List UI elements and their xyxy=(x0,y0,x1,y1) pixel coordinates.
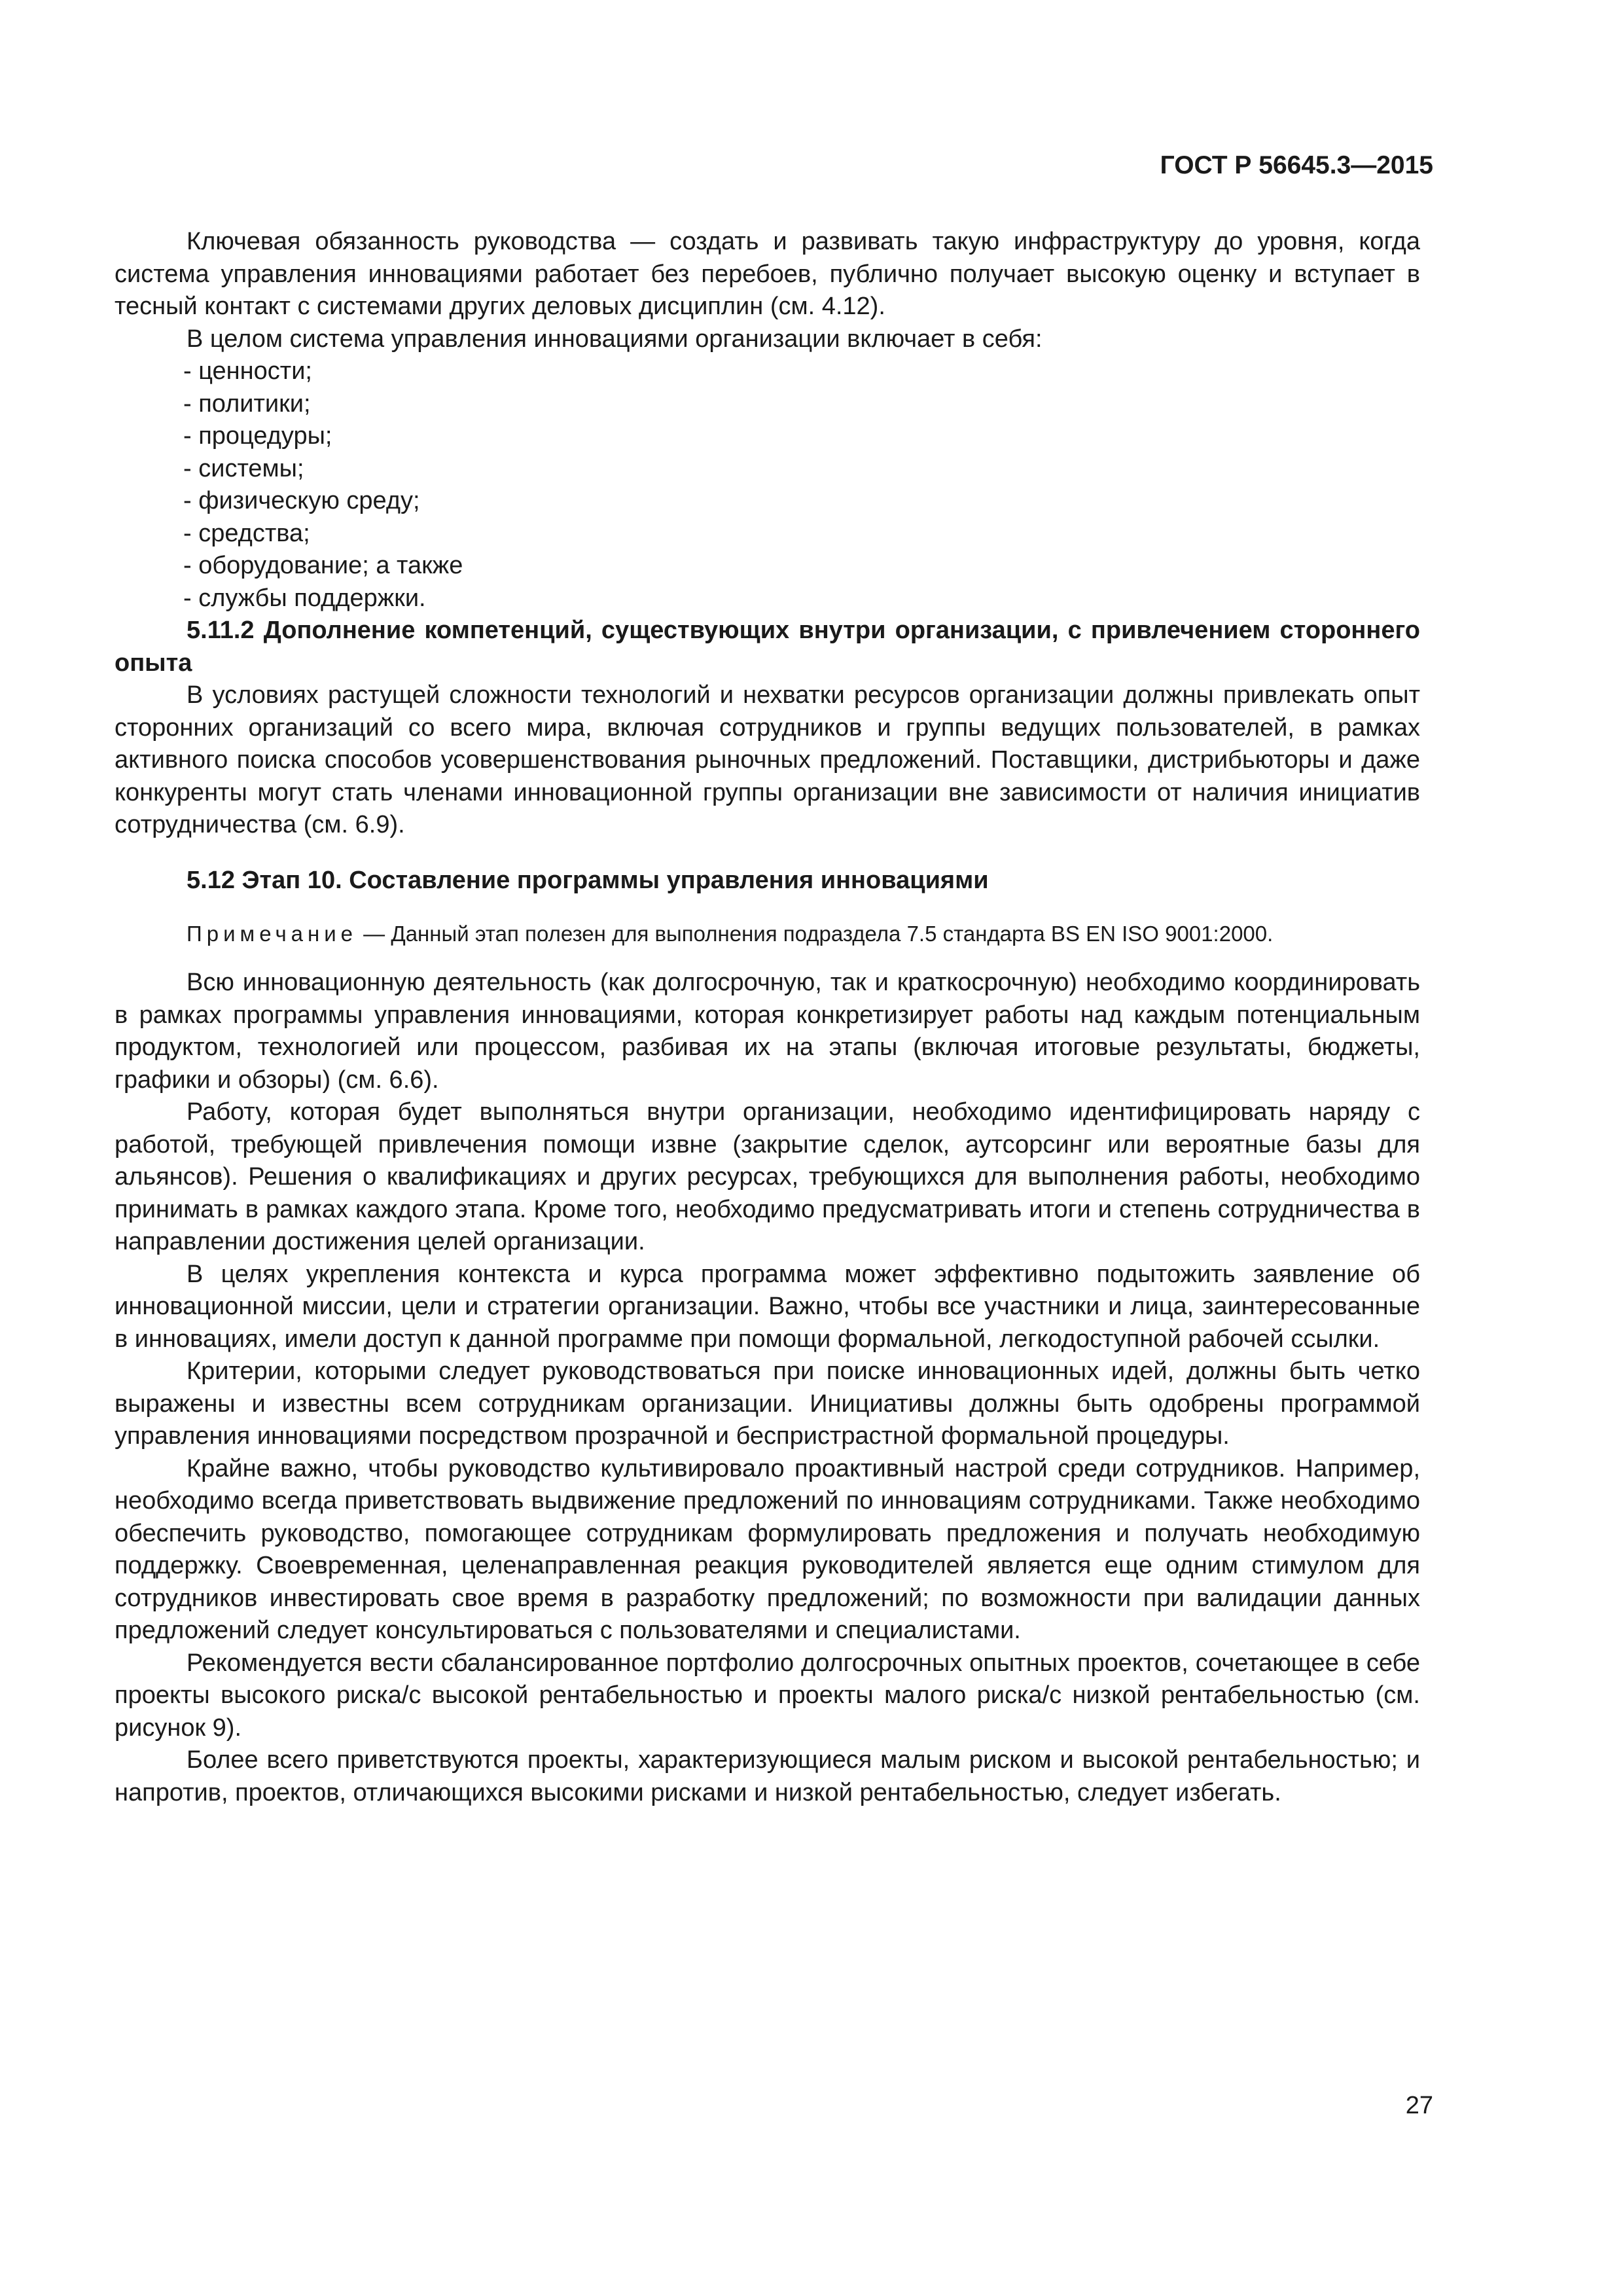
note-text: — Данный этап полезен для выполнения подраздела 7.5 стандарта BS EN ISO 9001:2000. xyxy=(357,922,1274,946)
section-5-12-paragraph: Более всего приветствуются проекты, характеризующиеся малым риском и высокой рентабельностью; и напротив, проектов, отличающихся высокими рисками и низкой рентабельностью, следует избегать. xyxy=(115,1746,1420,1806)
list-item: - средства; xyxy=(183,519,310,547)
list-item: - политики; xyxy=(183,389,311,418)
section-5-12-heading: 5.12 Этап 10. Составление программы управления инновациями xyxy=(187,866,989,894)
page-number: 27 xyxy=(1405,2092,1433,2119)
components-list xyxy=(115,355,1420,615)
intro-paragraph: В целом система управления инновациями организации включает в себя: xyxy=(187,325,1043,353)
note-label: Примечание xyxy=(187,922,358,946)
section-5-12-paragraph: Крайне важно, чтобы руководство культивировало проактивный настрой среди сотрудников. Например, необходимо всегда приветствовать выдвижение предложений по инновациям сотрудниками. Также необходимо обеспечить руководство, помогающее сотрудникам формулировать предложения и получать необходимую поддержку. Своевременная, целенаправленная реакция руководителей является еще одним стимулом для сотрудников инвестировать свое время в разработку предложений; по возможности при валидации данных предложений следует консультироваться с пользователями и специалистами. xyxy=(115,1454,1420,1644)
intro-paragraph: Ключевая обязанность руководства — создать и развивать такую инфраструктуру до уровня, когда система управления инновациями работает без перебоев, публично получает высокую оценку и вступает в тесный контакт с системами других деловых дисциплин (см. 4.12). xyxy=(115,228,1420,320)
section-5-12-paragraph: В целях укрепления контекста и курса программа может эффективно подытожить заявление об инновационной миссии, цели и стратегии организации. Важно, чтобы все участники и лица, заинтересованные в инновациях, имели доступ к данной программе при помощи формальной, легкодоступной рабочей ссылки. xyxy=(115,1260,1420,1353)
list-item: - системы; xyxy=(183,454,304,482)
section-5-12-paragraph: Критерии, которыми следует руководствоваться при поиске инновационных идей, должны быть четко выражены и известны всем сотрудникам организации. Инициативы должны быть одобрены программой управления инновациями посредством прозрачной и беспристрастной формальной процедуры. xyxy=(115,1357,1420,1450)
list-item: - физическую среду; xyxy=(183,487,420,514)
note xyxy=(115,919,1420,948)
section-5-12-paragraph: Всю инновационную деятельность (как долгосрочную, так и краткосрочную) необходимо координировать в рамках программы управления инновациями, которая конкретизирует работы над каждым потенциальным продуктом, технологией или процессом, разбивая их на этапы (включая итоговые результаты, бюджеты, графики и обзоры) (см. 6.6). xyxy=(115,969,1420,1094)
section-5-12-paragraph: Рекомендуется вести сбалансированное портфолио долгосрочных опытных проектов, сочетающее в себе проекты высокого риска/с высокой рентабельностью и проекты малого риска/с низкой рентабельностью (см. рисунок 9). xyxy=(115,1649,1420,1742)
section-5-12-paragraph: Работу, которая будет выполняться внутри организации, необходимо идентифицировать наряду с работой, требующей привлечения помощи извне (закрытие сделок, аутсорсинг или вероятные базы для альянсов). Решения о квалификациях и других ресурсах, требующихся для выполнения работы, необходимо принимать в рамках каждого этапа. Кроме того, необходимо предусматривать итоги и степень сотрудничества в направлении достижения целей организации. xyxy=(115,1098,1420,1255)
list-item: - службы поддержки. xyxy=(183,584,426,612)
section-5-11-2-paragraph: В условиях растущей сложности технологий и нехватки ресурсов организации должны привлекать опыт сторонних организаций со всего мира, включая сотрудников и группы ведущих пользователей, в рамках активного поиска способов усовершенствования рыночных предложений. Поставщики, дистрибьюторы и даже конкуренты могут стать членами инновационной группы организации вне зависимости от наличия инициатив сотрудничества (см. 6.9). xyxy=(115,681,1420,838)
standard-designation: ГОСТ Р 56645.3—2015 xyxy=(1160,151,1433,179)
list-item: - оборудование; а также xyxy=(183,552,463,579)
section-5-11-2-heading: 5.11.2 Дополнение компетенций, существующих внутри организации, с привлечением стороннего опыта xyxy=(115,617,1420,677)
list-item: - ценности; xyxy=(183,357,312,385)
page-body xyxy=(115,226,1420,1809)
list-item: - процедуры; xyxy=(183,422,332,450)
